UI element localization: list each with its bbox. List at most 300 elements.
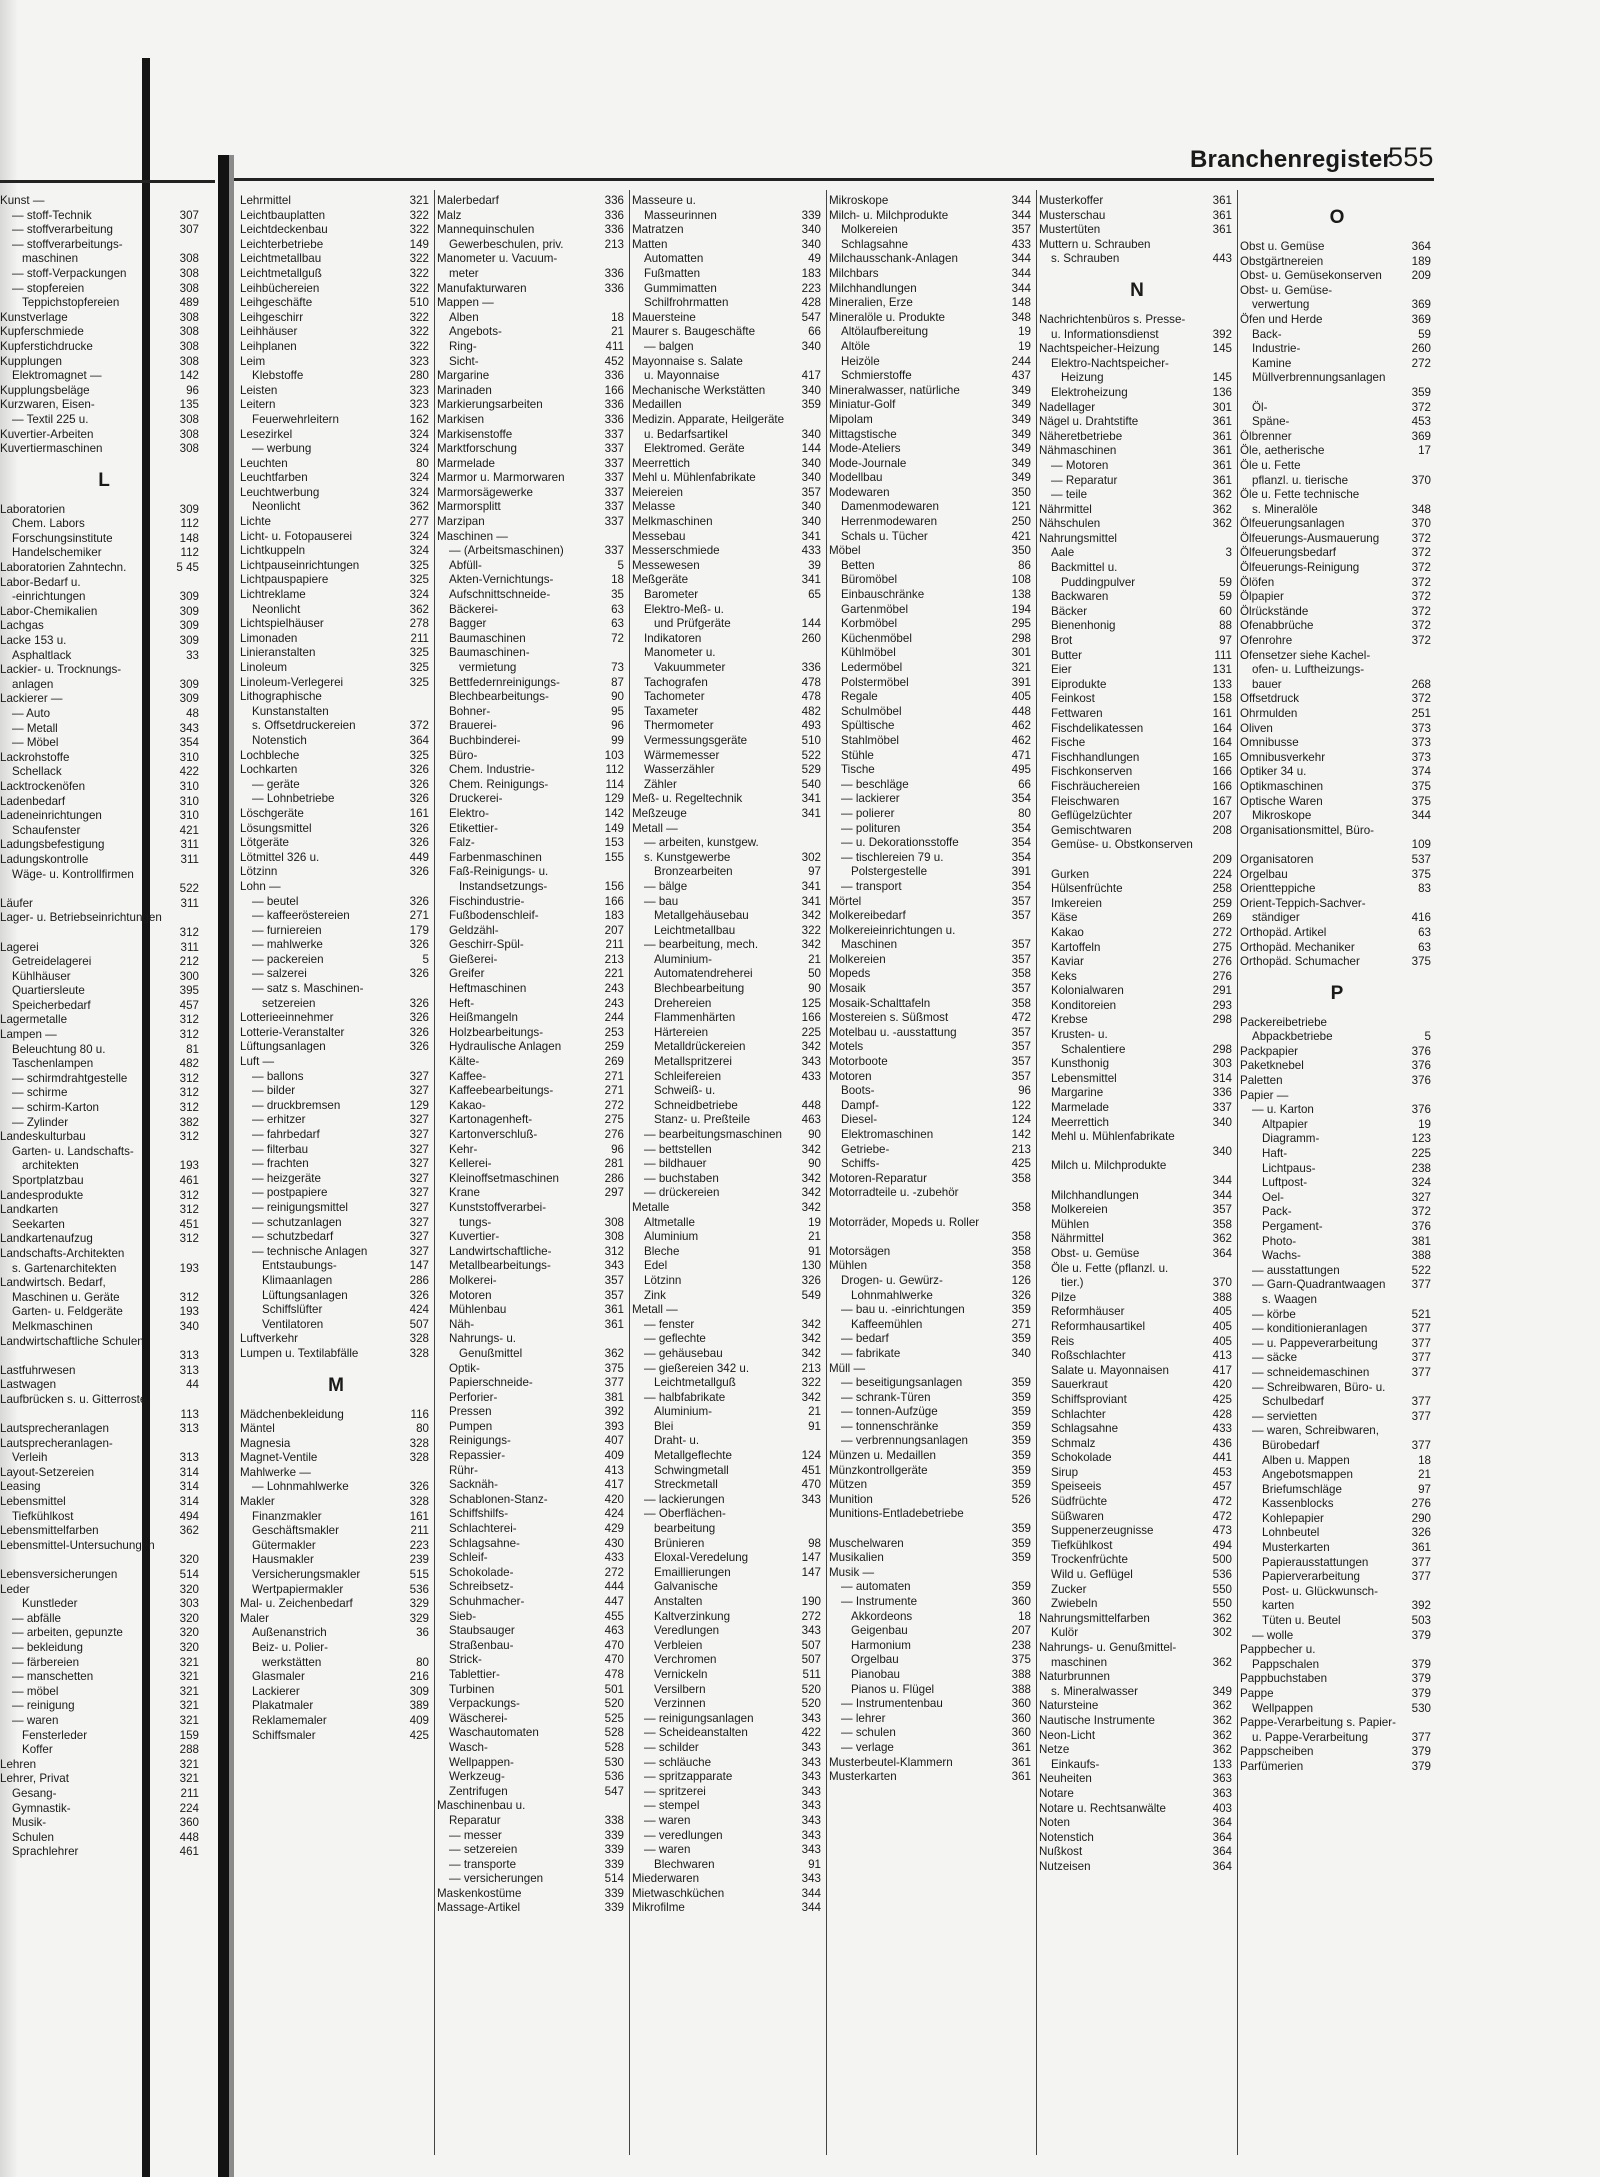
entry-page: 339 bbox=[604, 1828, 624, 1842]
entry-term: Puddingpulver bbox=[1061, 575, 1136, 589]
entry-page: 243 bbox=[604, 996, 624, 1010]
index-entry bbox=[0, 896, 202, 912]
entry-term: Angebots- bbox=[449, 325, 502, 339]
entry-term: Automatendreherei bbox=[654, 967, 753, 981]
index-entry bbox=[1039, 1451, 1235, 1466]
index-entry bbox=[1240, 561, 1434, 576]
entry-term: Meßzeuge bbox=[632, 806, 687, 820]
entry-page: 326 bbox=[409, 836, 429, 850]
entry-term: Manometer u. bbox=[644, 646, 716, 660]
entry-term: — postpapiere bbox=[252, 1186, 328, 1200]
entry-page: 377 bbox=[1411, 1438, 1431, 1452]
entry-page: 116 bbox=[410, 1407, 429, 1421]
index-entry bbox=[437, 924, 627, 939]
index-entry bbox=[1039, 1101, 1235, 1116]
entry-term: Elektro- bbox=[449, 806, 489, 820]
entry-page: 123 bbox=[1411, 1132, 1431, 1146]
index-entry bbox=[1039, 736, 1235, 751]
index-entry bbox=[240, 384, 432, 399]
entry-page: 276 bbox=[604, 1128, 624, 1141]
index-entry bbox=[829, 1289, 1034, 1304]
entry-term: Lohnbeutel bbox=[1262, 1526, 1320, 1540]
index-entry bbox=[6, 1510, 202, 1525]
entry-page: 291 bbox=[1212, 984, 1232, 998]
entry-term: Südfrüchte bbox=[1051, 1495, 1108, 1509]
entry-term: Aale bbox=[1051, 546, 1075, 560]
entry-term: Finanzmakler bbox=[252, 1509, 322, 1523]
entry-page: 363 bbox=[1212, 1772, 1232, 1786]
index-entry bbox=[1039, 795, 1235, 810]
index-entry bbox=[240, 573, 432, 588]
entry-page: 391 bbox=[1011, 865, 1031, 879]
entry-term: verwertung bbox=[1252, 298, 1310, 312]
index-entry bbox=[240, 500, 432, 515]
index-entry bbox=[632, 1099, 824, 1114]
entry-term: Buchbinderei- bbox=[449, 733, 521, 747]
entry-term: Verchromen bbox=[654, 1653, 717, 1667]
entry-term: — automaten bbox=[841, 1580, 911, 1594]
index-entry bbox=[437, 515, 627, 530]
index-entry bbox=[829, 749, 1034, 764]
entry-page: 361 bbox=[1212, 429, 1232, 443]
entry-page: 147 bbox=[409, 1259, 429, 1273]
index-entry bbox=[1240, 517, 1434, 532]
section-letter: P bbox=[1330, 982, 1344, 1004]
index-entry bbox=[240, 1332, 432, 1347]
entry-page: 87 bbox=[611, 675, 624, 689]
entry-term: Ofenabbrüche bbox=[1240, 619, 1314, 633]
index-entry bbox=[1039, 663, 1235, 678]
entry-term: Lötzinn bbox=[240, 865, 278, 879]
entry-page: 308 bbox=[179, 325, 199, 339]
entry-term: Lichte bbox=[240, 515, 271, 529]
index-entry bbox=[437, 1595, 627, 1610]
entry-term: — schirmdrahtgestelle bbox=[12, 1071, 128, 1085]
index-entry bbox=[437, 1128, 627, 1143]
entry-page: 310 bbox=[179, 794, 199, 808]
entry-term: Lebensversicherungen bbox=[0, 1568, 118, 1582]
index-entry bbox=[829, 1362, 1034, 1377]
entry-term: Kartonagenheft- bbox=[449, 1113, 533, 1127]
index-entry bbox=[829, 355, 1034, 370]
entry-term: — Zylinder bbox=[12, 1115, 69, 1129]
entry-term: Ladeneinrichtungen bbox=[0, 809, 102, 823]
entry-term: Naturbrunnen bbox=[1039, 1670, 1110, 1684]
entry-term: — Instrumentenbau bbox=[841, 1697, 943, 1711]
index-entry bbox=[1039, 576, 1235, 591]
index-entry bbox=[829, 1653, 1034, 1668]
entry-term: u. Mayonnaise bbox=[644, 369, 720, 383]
entry-page: 277 bbox=[409, 515, 429, 529]
entry-page: 341 bbox=[801, 806, 821, 820]
entry-term: Fischräuchereien bbox=[1051, 779, 1140, 793]
index-entry bbox=[632, 822, 824, 837]
entry-term: Landwirtschaftliche Schulen bbox=[0, 1334, 144, 1348]
index-entry bbox=[829, 252, 1034, 267]
entry-page: 369 bbox=[1411, 312, 1431, 326]
entry-term: Paletten bbox=[1240, 1074, 1283, 1088]
entry-page: 364 bbox=[1212, 1246, 1232, 1260]
entry-page: 417 bbox=[1212, 1363, 1232, 1377]
entry-term: Glasmaler bbox=[252, 1670, 305, 1684]
index-entry bbox=[1240, 1118, 1434, 1133]
entry-page: 322 bbox=[409, 266, 429, 280]
entry-page: 111 bbox=[1214, 648, 1232, 662]
index-entry bbox=[829, 282, 1034, 297]
entry-page: 159 bbox=[179, 1728, 199, 1742]
entry-term: anlagen bbox=[12, 677, 54, 691]
entry-term: — Reparatur bbox=[1051, 473, 1118, 487]
index-entry bbox=[6, 1656, 202, 1671]
entry-page: 364 bbox=[1212, 1845, 1232, 1859]
entry-page: 358 bbox=[1011, 1259, 1031, 1273]
index-entry bbox=[240, 1303, 432, 1318]
index-entry bbox=[1039, 941, 1235, 956]
index-entry bbox=[0, 427, 202, 443]
index-entry bbox=[829, 1347, 1034, 1362]
entry-term: Orthopäd. Artikel bbox=[1240, 925, 1327, 939]
entry-term: Muttern u. Schrauben bbox=[1039, 237, 1151, 251]
entry-term: Mehl u. Mühlenfabrikate bbox=[632, 471, 756, 485]
index-entry bbox=[632, 1434, 824, 1449]
entry-page: 359 bbox=[1011, 1419, 1031, 1433]
entry-term: Lackrohstoffe bbox=[0, 750, 70, 764]
entry-page: 478 bbox=[604, 1667, 624, 1681]
index-entry bbox=[632, 1391, 824, 1406]
index-entry bbox=[437, 1493, 627, 1508]
entry-term: Sprachlehrer bbox=[12, 1845, 79, 1859]
entry-page: 325 bbox=[409, 675, 429, 689]
index-entry bbox=[240, 1259, 432, 1274]
index-entry bbox=[1039, 1714, 1235, 1729]
entry-term: Ölfeuerungsbedarf bbox=[1240, 546, 1337, 560]
entry-term: Leder bbox=[0, 1582, 30, 1596]
entry-page: 59 bbox=[1219, 575, 1232, 589]
index-entry bbox=[0, 1480, 202, 1495]
entry-term: — furniereien bbox=[252, 923, 322, 937]
entry-term: maschinen bbox=[22, 252, 79, 266]
entry-term: Veredlungen bbox=[654, 1624, 720, 1638]
index-entry bbox=[1039, 707, 1235, 722]
index-entry bbox=[829, 559, 1034, 574]
index-entry bbox=[632, 1011, 824, 1026]
entry-term: Natursteine bbox=[1039, 1699, 1099, 1713]
index-entry bbox=[240, 880, 432, 895]
entry-page: 166 bbox=[801, 1011, 821, 1025]
entry-page: 97 bbox=[1418, 1482, 1431, 1496]
entry-term: Motorräder, Mopeds u. Roller bbox=[829, 1215, 980, 1229]
index-entry bbox=[240, 559, 432, 574]
index-entry bbox=[829, 705, 1034, 720]
index-entry bbox=[240, 252, 432, 267]
index-entry bbox=[437, 1084, 627, 1099]
entry-term: Garten- u. Landschafts- bbox=[12, 1144, 134, 1158]
entry-page: 372 bbox=[1411, 634, 1431, 648]
entry-term: Wärmemesser bbox=[644, 748, 720, 762]
index-entry bbox=[1039, 1291, 1235, 1306]
index-entry bbox=[632, 1347, 824, 1362]
entry-term: Lichtpaus- bbox=[1262, 1161, 1316, 1175]
index-entry bbox=[240, 1451, 432, 1466]
entry-page: 309 bbox=[179, 502, 199, 516]
index-entry bbox=[632, 1595, 824, 1610]
index-entry bbox=[632, 1493, 824, 1508]
entry-term: Magnet-Ventile bbox=[240, 1451, 318, 1465]
entry-page: 337 bbox=[604, 515, 624, 529]
index-entry bbox=[1039, 1787, 1235, 1802]
entry-term: — u. Karton bbox=[1252, 1103, 1314, 1117]
index-entry bbox=[240, 676, 432, 691]
entry-term: Betten bbox=[841, 558, 875, 572]
index-entry bbox=[437, 1099, 627, 1114]
entry-page: 207 bbox=[604, 923, 624, 937]
index-entry bbox=[240, 530, 432, 545]
entry-term: — arbeiten, gepunzte bbox=[12, 1626, 123, 1640]
entry-page: 322 bbox=[801, 923, 821, 937]
entry-term: Lichtreklame bbox=[240, 588, 306, 602]
entry-term: — möbel bbox=[12, 1684, 59, 1698]
index-entry bbox=[240, 705, 432, 720]
entry-page: 329 bbox=[409, 1597, 429, 1611]
index-entry bbox=[0, 1524, 202, 1539]
index-entry bbox=[437, 1216, 627, 1231]
entry-page: 359 bbox=[1011, 1478, 1031, 1492]
entry-term: Bagger bbox=[449, 617, 487, 631]
entry-term: Lumpen u. Textilabfälle bbox=[240, 1346, 359, 1360]
index-entry bbox=[437, 442, 627, 457]
entry-term: Layout-Setzereien bbox=[0, 1465, 95, 1479]
entry-page: 278 bbox=[409, 617, 429, 631]
entry-page: 349 bbox=[1011, 442, 1031, 456]
index-entry bbox=[437, 340, 627, 355]
entry-term: Pack- bbox=[1262, 1205, 1292, 1219]
index-entry bbox=[240, 822, 432, 837]
entry-page: 357 bbox=[604, 1288, 624, 1302]
index-entry bbox=[1240, 795, 1434, 810]
entry-page: 327 bbox=[409, 1200, 429, 1214]
entry-term: Mineralwasser, natürliche bbox=[829, 383, 960, 397]
entry-page: 326 bbox=[409, 777, 429, 791]
index-entry bbox=[437, 1829, 627, 1844]
entry-term: Messewesen bbox=[632, 558, 700, 572]
entry-page: 147 bbox=[801, 1565, 821, 1579]
entry-page: 124 bbox=[801, 1449, 821, 1463]
index-entry bbox=[1039, 1349, 1235, 1364]
entry-term: — Auto bbox=[12, 707, 51, 720]
entry-page: 348 bbox=[1411, 502, 1431, 516]
entry-term: Schiffsproviant bbox=[1051, 1392, 1127, 1406]
entry-term: Parfümerien bbox=[1240, 1759, 1304, 1773]
entry-term: Leihplanen bbox=[240, 339, 297, 353]
entry-page: 324 bbox=[1411, 1176, 1431, 1190]
index-entry bbox=[6, 1597, 202, 1612]
index-entry bbox=[1240, 1556, 1434, 1571]
entry-term: Falz- bbox=[449, 836, 475, 850]
entry-page: 337 bbox=[604, 500, 624, 514]
entry-term: architekten bbox=[22, 1159, 79, 1173]
index-entry bbox=[1240, 415, 1434, 430]
entry-term: Blechwaren bbox=[654, 1857, 715, 1871]
index-entry bbox=[829, 1376, 1034, 1391]
entry-term: — gehäusebau bbox=[644, 1346, 723, 1360]
entry-page: 18 bbox=[611, 573, 624, 587]
index-entry bbox=[437, 1580, 627, 1595]
entry-term: Malz bbox=[437, 208, 462, 222]
entry-term: Edel bbox=[644, 1259, 668, 1273]
entry-page: 342 bbox=[801, 1390, 821, 1404]
entry-page: 213 bbox=[1011, 1142, 1031, 1156]
entry-page: 309 bbox=[179, 604, 199, 618]
entry-term: Verpackungs- bbox=[449, 1697, 520, 1711]
index-entry bbox=[1039, 1524, 1235, 1539]
entry-term: Schulen bbox=[12, 1830, 54, 1844]
index-entry bbox=[1240, 1293, 1434, 1308]
entry-page: 208 bbox=[1212, 823, 1232, 837]
index-entry bbox=[632, 296, 824, 311]
entry-page: 405 bbox=[1212, 1319, 1232, 1333]
entry-page: 63 bbox=[611, 617, 624, 631]
entry-term: — lackierer bbox=[841, 792, 900, 806]
entry-term: Lackierer — bbox=[0, 692, 63, 706]
index-entry bbox=[240, 1274, 432, 1289]
entry-page: 310 bbox=[179, 750, 199, 764]
entry-term: Müllverbrennungsanlagen bbox=[1252, 371, 1386, 385]
index-entry bbox=[829, 1405, 1034, 1420]
index-entry bbox=[0, 1334, 202, 1350]
entry-page: 212 bbox=[179, 955, 199, 969]
entry-page: 311 bbox=[180, 940, 199, 954]
entry-page: 472 bbox=[1212, 1509, 1232, 1523]
entry-term: Margarine bbox=[437, 369, 490, 383]
index-entry bbox=[1039, 809, 1235, 824]
entry-page: 3 bbox=[1225, 546, 1232, 560]
index-entry bbox=[1240, 882, 1434, 897]
entry-page: 144 bbox=[801, 442, 821, 456]
entry-page: 328 bbox=[409, 1451, 429, 1465]
index-entry bbox=[1240, 634, 1434, 649]
index-entry bbox=[829, 646, 1034, 661]
entry-term: — fahrbedarf bbox=[252, 1128, 320, 1141]
entry-page: 167 bbox=[1212, 794, 1232, 808]
entry-term: Konditoreien bbox=[1051, 998, 1117, 1012]
entry-term: Öle u. Fette (pflanzl. u. bbox=[1051, 1261, 1169, 1275]
index-entry bbox=[632, 573, 824, 588]
entry-term: Briefumschläge bbox=[1262, 1482, 1342, 1496]
index-entry bbox=[437, 223, 627, 238]
entry-page: 326 bbox=[409, 894, 429, 908]
index-entry bbox=[632, 1055, 824, 1070]
index-entry bbox=[437, 676, 627, 691]
index-entry bbox=[632, 1143, 824, 1158]
index-entry bbox=[240, 603, 432, 618]
index-entry bbox=[240, 997, 432, 1012]
entry-page: 381 bbox=[1411, 1234, 1431, 1248]
index-entry bbox=[1240, 1585, 1434, 1600]
index-entry bbox=[1240, 736, 1434, 751]
index-entry bbox=[1240, 897, 1434, 912]
entry-page: 372 bbox=[1411, 575, 1431, 589]
entry-page: 522 bbox=[1411, 1263, 1431, 1277]
entry-term: Kaffee- bbox=[449, 1069, 487, 1083]
index-entry bbox=[1039, 209, 1235, 224]
entry-term: Sacknäh- bbox=[449, 1478, 498, 1492]
entry-term: — beschläge bbox=[841, 777, 909, 791]
entry-term: Feuerwehrleitern bbox=[252, 412, 339, 426]
entry-term: Forschungsinstitute bbox=[12, 531, 113, 545]
entry-term: Mikrofilme bbox=[632, 1901, 685, 1915]
index-entry bbox=[240, 1099, 432, 1114]
entry-term: bearbeitung bbox=[654, 1522, 716, 1536]
index-entry bbox=[437, 1420, 627, 1435]
entry-term: Leihgeschirr bbox=[240, 310, 304, 324]
entry-page: 238 bbox=[1011, 1638, 1031, 1652]
index-entry bbox=[1039, 1553, 1235, 1568]
entry-page: 536 bbox=[604, 1770, 624, 1784]
entry-page: 80 bbox=[416, 456, 429, 470]
index-entry bbox=[632, 486, 824, 501]
entry-term: Schiffsmaler bbox=[252, 1728, 316, 1742]
entry-page: 113 bbox=[180, 1407, 199, 1421]
entry-page: 327 bbox=[409, 1142, 429, 1156]
index-entry bbox=[240, 1626, 432, 1641]
entry-page: 354 bbox=[1011, 792, 1031, 806]
index-entry bbox=[1240, 298, 1434, 313]
entry-page: 342 bbox=[801, 1186, 821, 1200]
entry-page: 114 bbox=[605, 777, 624, 791]
entry-term: — setzereien bbox=[449, 1843, 518, 1857]
entry-term: Läufer bbox=[0, 896, 33, 910]
index-entry bbox=[1240, 1629, 1434, 1644]
entry-page: 96 bbox=[611, 719, 624, 733]
entry-term: Ölbrenner bbox=[1240, 429, 1292, 443]
entry-page: 311 bbox=[180, 896, 199, 910]
index-entry bbox=[0, 354, 202, 370]
index-entry bbox=[0, 1232, 202, 1247]
entry-term: Metallgeflechte bbox=[654, 1449, 732, 1463]
entry-term: Leichtmetallbau bbox=[654, 923, 736, 937]
entry-term: Korbmöbel bbox=[841, 617, 898, 631]
entry-page: 244 bbox=[604, 1011, 624, 1025]
entry-term: Mipolam bbox=[829, 412, 873, 426]
entry-term: — bildhauer bbox=[644, 1157, 707, 1171]
entry-page: 324 bbox=[409, 588, 429, 602]
entry-page: 300 bbox=[179, 969, 199, 983]
index-entry bbox=[437, 1026, 627, 1041]
entry-page: 547 bbox=[604, 1784, 624, 1798]
entry-term: — manschetten bbox=[12, 1670, 94, 1684]
entry-term: Labor-Chemikalien bbox=[0, 604, 98, 618]
entry-term: Lithographische bbox=[240, 690, 322, 704]
entry-page: 473 bbox=[1212, 1524, 1232, 1538]
entry-page: 98 bbox=[808, 1536, 821, 1550]
column-divider bbox=[826, 190, 827, 2155]
entry-page: 339 bbox=[604, 1901, 624, 1915]
index-entry bbox=[1240, 371, 1434, 386]
index-entry bbox=[437, 734, 627, 749]
index-entry bbox=[6, 1262, 202, 1277]
index-entry bbox=[829, 632, 1034, 647]
index-entry bbox=[1240, 532, 1434, 547]
entry-term: Massage-Artikel bbox=[437, 1901, 521, 1915]
entry-term: Matratzen bbox=[632, 223, 684, 237]
index-entry bbox=[1039, 517, 1235, 532]
entry-term: Elektromagnet — bbox=[12, 369, 102, 383]
entry-page: 362 bbox=[1212, 1713, 1232, 1727]
entry-page: 359 bbox=[801, 398, 821, 412]
index-entry bbox=[829, 457, 1034, 472]
index-entry bbox=[0, 619, 202, 634]
entry-term: Lacktrockenöfen bbox=[0, 779, 86, 793]
